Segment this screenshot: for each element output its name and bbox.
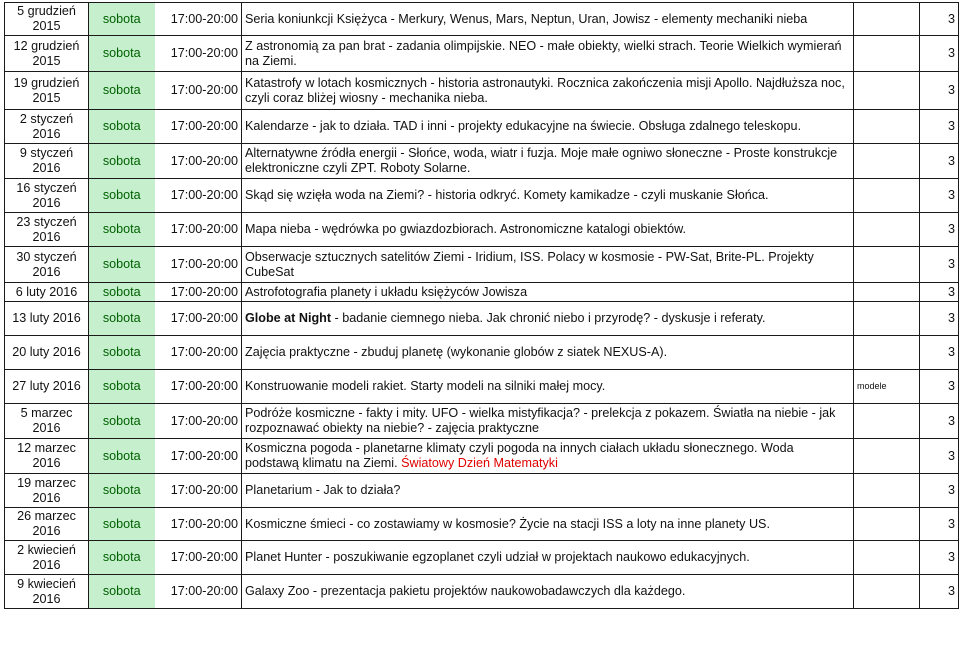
note-cell <box>854 336 920 370</box>
schedule-row <box>5 3 959 36</box>
topic-cell <box>242 144 854 179</box>
date-cell: 30 styczeń 2016 <box>5 247 89 283</box>
topic-text: Planet Hunter - poszukiwanie egzoplanet czyli udział w projektach naukowo edukacyjnych. <box>245 550 750 564</box>
schedule-row <box>5 575 959 609</box>
hours-cell: 3 <box>920 370 959 404</box>
hours-cell: 3 <box>920 3 959 36</box>
time-cell: 17:00-20:00 <box>155 3 242 36</box>
topic-text: Kalendarze - jak to działa. TAD i inni - projekty edukacyjne na świecie. Obsługa zdalnego teleskopu. <box>245 119 802 133</box>
topic-cell <box>242 110 854 144</box>
topic-highlight-text: Światowy Dzień Matematyki <box>401 456 558 470</box>
hours-cell: 3 <box>920 213 959 247</box>
note-cell <box>854 110 920 144</box>
time-cell: 17:00-20:00 <box>155 247 242 283</box>
note-cell <box>854 508 920 541</box>
schedule-row <box>5 283 959 302</box>
topic-text: Kosmiczne śmieci - co zostawiamy w kosmosie? Życie na stacji ISS a loty na inne planety US. <box>245 516 770 531</box>
date-cell: 16 styczeń 2016 <box>5 179 89 213</box>
day-cell: sobota <box>89 179 155 213</box>
note-cell <box>854 72 920 110</box>
date-cell: 2 kwiecień 2016 <box>5 541 89 575</box>
topic-cell <box>242 283 854 302</box>
note-cell <box>854 3 920 36</box>
topic-bold-text: Globe at Night <box>245 311 332 325</box>
time-cell: 17:00-20:00 <box>155 283 242 302</box>
hours-cell: 3 <box>920 575 959 609</box>
topic-cell <box>242 370 854 404</box>
date-cell: 12 marzec 2016 <box>5 439 89 474</box>
schedule-row <box>5 541 959 575</box>
hours-cell: 3 <box>920 336 959 370</box>
topic-cell <box>242 179 854 213</box>
time-cell: 17:00-20:00 <box>155 336 242 370</box>
time-cell: 17:00-20:00 <box>155 404 242 439</box>
topic-text: Galaxy Zoo - prezentacja pakietu projektów naukowobadawczych dla każdego. <box>245 584 686 598</box>
note-cell <box>854 213 920 247</box>
topic-text: Seria koniunkcji Księżyca - Merkury, Wenus, Mars, Neptun, Uran, Jowisz - elementy mechaniki nieba <box>245 11 808 26</box>
hours-cell: 3 <box>920 541 959 575</box>
topic-cell <box>242 213 854 247</box>
time-cell: 17:00-20:00 <box>155 541 242 575</box>
note-cell <box>854 36 920 72</box>
day-cell: sobota <box>89 336 155 370</box>
note-cell <box>854 247 920 283</box>
time-cell: 17:00-20:00 <box>155 110 242 144</box>
hours-cell: 3 <box>920 439 959 474</box>
schedule-row <box>5 370 959 404</box>
topic-cell <box>242 541 854 575</box>
day-cell: sobota <box>89 36 155 72</box>
hours-cell: 3 <box>920 283 959 302</box>
topic-cell <box>242 302 854 336</box>
date-cell: 27 luty 2016 <box>5 370 89 404</box>
day-cell: sobota <box>89 370 155 404</box>
topic-cell <box>242 336 854 370</box>
hours-cell: 3 <box>920 404 959 439</box>
schedule-row <box>5 474 959 508</box>
schedule-table <box>4 2 959 609</box>
day-cell: sobota <box>89 3 155 36</box>
topic-cell <box>242 404 854 439</box>
topic-cell <box>242 247 854 283</box>
day-cell: sobota <box>89 213 155 247</box>
day-cell: sobota <box>89 508 155 541</box>
schedule-body <box>5 3 959 609</box>
hours-cell: 3 <box>920 144 959 179</box>
note-cell <box>854 439 920 474</box>
day-cell: sobota <box>89 247 155 283</box>
schedule-row <box>5 144 959 179</box>
day-cell: sobota <box>89 474 155 508</box>
note-cell <box>854 575 920 609</box>
note-cell <box>854 144 920 179</box>
topic-cell <box>242 474 854 508</box>
time-cell: 17:00-20:00 <box>155 370 242 404</box>
hours-cell: 3 <box>920 36 959 72</box>
hours-cell: 3 <box>920 179 959 213</box>
topic-cell <box>242 575 854 609</box>
hours-cell: 3 <box>920 247 959 283</box>
date-cell: 13 luty 2016 <box>5 302 89 336</box>
date-cell: 23 styczeń 2016 <box>5 213 89 247</box>
schedule-row <box>5 404 959 439</box>
date-cell: 2 styczeń 2016 <box>5 110 89 144</box>
day-cell: sobota <box>89 283 155 302</box>
date-cell: 26 marzec 2016 <box>5 508 89 541</box>
day-cell: sobota <box>89 72 155 110</box>
topic-text: Kosmiczna pogoda - planetarne klimaty czyli pogoda na innych ciałach układu słonecznego. Woda podstawą klimatu na Ziemi. <box>245 441 794 470</box>
topic-text: Konstruowanie modeli rakiet. Starty modeli na silniki małej mocy. <box>245 379 606 393</box>
time-cell: 17:00-20:00 <box>155 36 242 72</box>
date-cell: 5 grudzień 2015 <box>5 3 89 36</box>
day-cell: sobota <box>89 302 155 336</box>
day-cell: sobota <box>89 144 155 179</box>
note-cell <box>854 283 920 302</box>
topic-text: Mapa nieba - wędrówka po gwiazdozbiorach. Astronomiczne katalogi obiektów. <box>245 222 687 236</box>
day-cell: sobota <box>89 404 155 439</box>
time-cell: 17:00-20:00 <box>155 144 242 179</box>
hours-cell: 3 <box>920 72 959 110</box>
note-cell <box>854 404 920 439</box>
note-cell <box>854 541 920 575</box>
day-cell: sobota <box>89 575 155 609</box>
topic-text: Zajęcia praktyczne - zbuduj planetę (wykonanie globów z siatek NEXUS-A). <box>245 345 668 359</box>
time-cell: 17:00-20:00 <box>155 508 242 541</box>
topic-cell <box>242 3 854 36</box>
note-cell <box>854 179 920 213</box>
hours-cell: 3 <box>920 508 959 541</box>
note-cell <box>854 474 920 508</box>
schedule-row <box>5 336 959 370</box>
topic-cell <box>242 36 854 72</box>
schedule-row <box>5 36 959 72</box>
schedule-row <box>5 302 959 336</box>
topic-text: Planetarium - Jak to działa? <box>245 483 401 497</box>
topic-text: Alternatywne źródła energii - Słońce, woda, wiatr i fuzja. Moje małe ogniwo słoneczne - Proste konstrukcje elektroniczne czyli ZPT. Roboty Solarne. <box>245 146 838 175</box>
time-cell: 17:00-20:00 <box>155 72 242 110</box>
schedule-row <box>5 110 959 144</box>
topic-text: Podróże kosmiczne - fakty i mity. UFO - wielka mistyfikacja? - prelekcja z pokazem. Światła na niebie - jak rozpoznawać obiekty na niebie? - zajęcia praktyczne <box>245 406 836 435</box>
date-cell: 9 styczeń 2016 <box>5 144 89 179</box>
day-cell: sobota <box>89 110 155 144</box>
schedule-row <box>5 439 959 474</box>
hours-cell: 3 <box>920 474 959 508</box>
note-cell: modele <box>854 370 920 404</box>
time-cell: 17:00-20:00 <box>155 575 242 609</box>
time-cell: 17:00-20:00 <box>155 213 242 247</box>
date-cell: 5 marzec 2016 <box>5 404 89 439</box>
topic-cell <box>242 439 854 474</box>
day-cell: sobota <box>89 541 155 575</box>
schedule-row <box>5 508 959 541</box>
schedule-row <box>5 247 959 283</box>
topic-text: Skąd się wzięła woda na Ziemi? - historia odkryć. Komety kamikadze - czyli muskanie Słońca. <box>245 188 769 202</box>
time-cell: 17:00-20:00 <box>155 474 242 508</box>
topic-text: Z astronomią za pan brat - zadania olimpijskie. NEO - małe obiekty, wielki strach. Teorie Wielkich wymierań na Ziemi. <box>245 38 842 68</box>
schedule-row <box>5 213 959 247</box>
schedule-row <box>5 72 959 110</box>
date-cell: 19 marzec 2016 <box>5 474 89 508</box>
date-cell: 6 luty 2016 <box>5 283 89 302</box>
date-cell: 9 kwiecień 2016 <box>5 575 89 609</box>
date-cell: 12 grudzień 2015 <box>5 36 89 72</box>
date-cell: 20 luty 2016 <box>5 336 89 370</box>
topic-cell <box>242 508 854 541</box>
note-cell <box>854 302 920 336</box>
topic-cell <box>242 72 854 110</box>
time-cell: 17:00-20:00 <box>155 439 242 474</box>
topic-text: - badanie ciemnego nieba. Jak chronić niebo i przyrodę? - dyskusje i referaty. <box>331 311 766 325</box>
topic-text: Astrofotografia planety i układu księżyców Jowisza <box>245 284 528 299</box>
hours-cell: 3 <box>920 110 959 144</box>
date-cell: 19 grudzień 2015 <box>5 72 89 110</box>
time-cell: 17:00-20:00 <box>155 302 242 336</box>
day-cell: sobota <box>89 439 155 474</box>
hours-cell: 3 <box>920 302 959 336</box>
topic-text: Katastrofy w lotach kosmicznych - historia astronautyki. Rocznica zakończenia misji Apollo. Najdłuższa noc, czyli coraz bliżej wiosny - mechanika nieba. <box>245 75 845 105</box>
schedule-row <box>5 179 959 213</box>
topic-text: Obserwacje sztucznych satelitów Ziemi - Iridium, ISS. Polacy w kosmosie - PW-Sat, Brite-PL. Projekty CubeSat <box>245 249 814 279</box>
time-cell: 17:00-20:00 <box>155 179 242 213</box>
